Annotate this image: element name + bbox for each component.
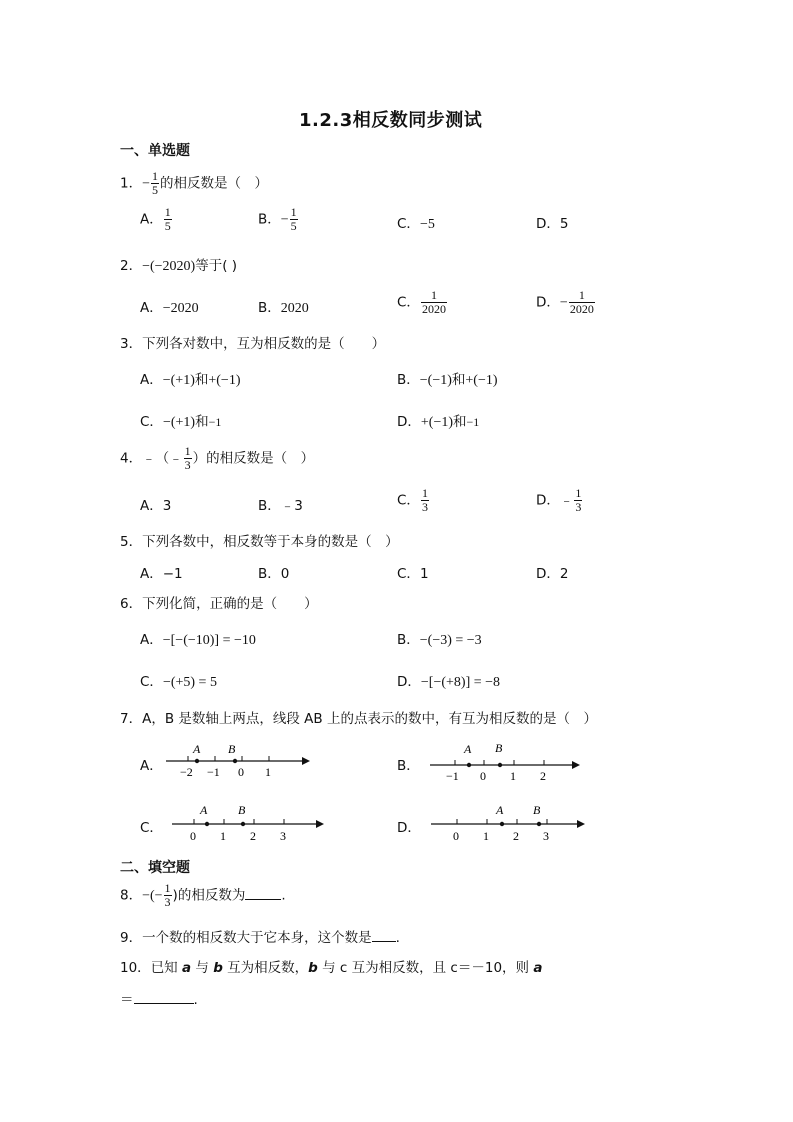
option-d[interactable]: D．2 bbox=[536, 566, 569, 582]
option-a[interactable]: A．−2020 bbox=[140, 300, 199, 316]
tick-label: 1 bbox=[265, 765, 271, 779]
tick-label: −1 bbox=[446, 769, 459, 783]
tick-label: 2 bbox=[540, 769, 546, 783]
tick-label: 0 bbox=[453, 829, 459, 843]
option-d[interactable]: D．−[−(+8)] = −8 bbox=[397, 674, 501, 690]
number-line-d bbox=[427, 800, 587, 846]
point-label-b: B bbox=[238, 803, 246, 817]
option-a[interactable]: A． $\frac{1}{5}$ bbox=[140, 205, 171, 233]
question-10: 10．已知 a 与 b 互为相反数，b 与 c 互为相反数，且 c＝－10，则 a bbox=[120, 960, 543, 976]
tick-label: 2 bbox=[250, 829, 256, 843]
question-7: 7．A，B 是数轴上两点，线段 AB 上的点表示的数中，有互为相反数的是（ ） bbox=[120, 711, 597, 727]
page-title: 1.2.3相反数同步测试 bbox=[299, 110, 483, 131]
question-number: 1． bbox=[120, 175, 143, 192]
tick-label: 3 bbox=[543, 829, 549, 843]
answer-blank[interactable] bbox=[372, 929, 396, 942]
option-c[interactable]: C．1 bbox=[397, 566, 429, 582]
tick-label: −2 bbox=[180, 765, 193, 779]
option-c[interactable]: C． $\frac{1}{3}$ bbox=[397, 486, 428, 514]
tick-label: −1 bbox=[207, 765, 220, 779]
number-line-b bbox=[426, 738, 581, 784]
tick-label: 1 bbox=[220, 829, 226, 843]
question-4: 4．﹣（﹣ $\frac{1}{3}$ ）的相反数是（ ） bbox=[120, 444, 315, 472]
option-c[interactable]: C． bbox=[140, 820, 163, 836]
tick-label: 2 bbox=[513, 829, 519, 843]
option-d[interactable]: D．5 bbox=[536, 216, 569, 232]
option-b[interactable]: B． bbox=[397, 758, 420, 774]
fraction: $\frac{1}{5}$ bbox=[152, 169, 158, 197]
option-b[interactable]: B．﹣3 bbox=[258, 498, 303, 514]
point-label-b: B bbox=[495, 741, 503, 755]
point-label-a: A bbox=[200, 803, 208, 817]
option-a[interactable]: A．−(+1)和+(−1) bbox=[140, 372, 241, 388]
question-5: 5．下列各数中，相反数等于本身的数是（ ） bbox=[120, 534, 399, 550]
option-b[interactable]: B．−(−1)和+(−1) bbox=[397, 372, 498, 388]
point-label-a: A bbox=[496, 803, 504, 817]
option-b[interactable]: B．0 bbox=[258, 566, 290, 582]
option-c[interactable]: C．−(+1)和−1 bbox=[140, 414, 222, 430]
question-6: 6．下列化简，正确的是（ ） bbox=[120, 596, 318, 612]
point-label-a: A bbox=[193, 742, 201, 756]
answer-blank[interactable] bbox=[134, 991, 194, 1004]
point-label-b: B bbox=[228, 742, 236, 756]
question-3: 3．下列各对数中，互为相反数的是（ ） bbox=[120, 336, 386, 352]
question-1: 1．− $\frac{1}{5}$ 的相反数是（ ） bbox=[120, 169, 268, 197]
point-label-b: B bbox=[533, 803, 541, 817]
option-c[interactable]: C．−5 bbox=[397, 216, 435, 232]
option-d[interactable]: D．﹣ $\frac{1}{3}$ bbox=[536, 486, 582, 514]
option-d[interactable]: D． bbox=[397, 820, 421, 836]
tick-label: 3 bbox=[280, 829, 286, 843]
point-label-a: A bbox=[464, 742, 472, 756]
tick-label: 0 bbox=[480, 769, 486, 783]
option-d[interactable]: D．− $\frac{1}{2020}$ bbox=[536, 288, 594, 316]
option-c[interactable]: C．−(+5) = 5 bbox=[140, 674, 217, 690]
tick-label: 1 bbox=[510, 769, 516, 783]
tick-label: 0 bbox=[238, 765, 244, 779]
option-c[interactable]: C． $\frac{1}{2020}$ bbox=[397, 288, 446, 316]
number-line-a bbox=[160, 738, 310, 784]
answer-blank[interactable] bbox=[245, 887, 281, 900]
question-8: 8．−(− $\frac{1}{3}$ )的相反数为 . bbox=[120, 881, 286, 909]
question-2: 2．−(−2020)等于( ) bbox=[120, 258, 238, 274]
option-b[interactable]: B．2020 bbox=[258, 300, 309, 316]
option-a[interactable]: A．−[−(−10)] = −10 bbox=[140, 632, 256, 648]
option-d[interactable]: D．+(−1)和−1 bbox=[397, 414, 480, 430]
number-line-c bbox=[168, 800, 326, 846]
tick-label: 1 bbox=[483, 829, 489, 843]
section-heading-single-choice: 一、单选题 bbox=[120, 143, 190, 159]
question-text: 的相反数是（ ） bbox=[160, 175, 268, 192]
question-9: 9．一个数的相反数大于它本身，这个数是 . bbox=[120, 930, 400, 946]
option-b[interactable]: B．− $\frac{1}{5}$ bbox=[258, 205, 297, 233]
option-a[interactable]: A．−1 bbox=[140, 566, 183, 582]
section-heading-fill-blank: 二、填空题 bbox=[120, 860, 190, 876]
tick-label: 0 bbox=[190, 829, 196, 843]
question-10-line-2: ＝ . bbox=[120, 992, 198, 1008]
option-b[interactable]: B．−(−3) = −3 bbox=[397, 632, 482, 648]
option-a[interactable]: A． bbox=[140, 758, 163, 774]
option-a[interactable]: A．3 bbox=[140, 498, 172, 514]
